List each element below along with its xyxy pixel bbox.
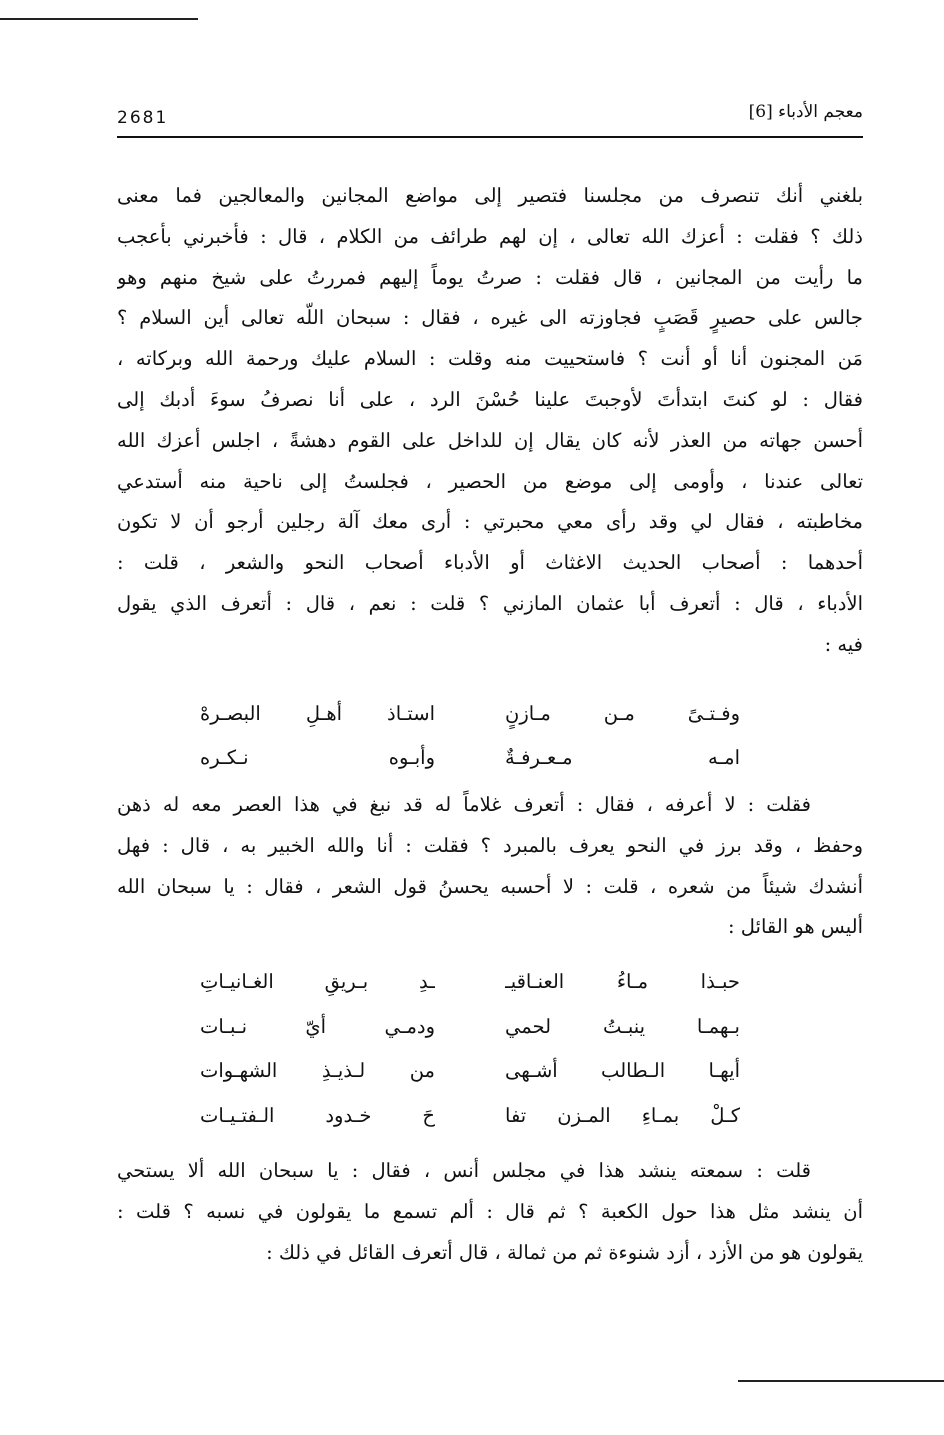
- text-line: ذلك ؟ فقلت : أعزك الله تعالى ، إن لهم طرائف من الكلام ، قال : فأخبرني بأعجب: [117, 224, 863, 248]
- hemistich-first: امـه مـعـرفـةٌ: [505, 746, 740, 769]
- text-line: أن ينشد مثل هذا حول الكعبة ؟ ثم قال : ألم تسمع ما يقولون في نسبه ؟ قلت :: [117, 1199, 863, 1223]
- text-line: أليس هو القائل :: [728, 915, 863, 939]
- book-title: معجم الأدباء [6]: [748, 102, 863, 122]
- text-line: وحفظ ، وقد برز في النحو يعرف بالمبرد ؟ فقلت : أنا والله الخبير به ، قال : فهل: [117, 833, 863, 857]
- hemistich-first: وفـتـىً مـن مـازنٍ: [505, 702, 740, 725]
- verse: [200, 1049, 740, 1094]
- text-line: يقولون هو من الأزد ، أزد شنوءة ثم من ثمالة ، قال أتعرف القائل في ذلك :: [266, 1240, 863, 1264]
- hemistich-second: ـدِ بـريقِ الغـانيـاتِ: [200, 970, 435, 993]
- scan-rule-top: [0, 18, 198, 20]
- text-line: فقال : لو كنتَ ابتدأتَ لأوجبتَ علينا حُسْنَ الرد ، على أنا نصرفُ سوءَ أدبك إلى: [117, 387, 863, 411]
- hemistich-second: وأبـوه نـكـره: [200, 746, 435, 769]
- verse: [200, 692, 740, 736]
- verse: [200, 1094, 740, 1139]
- poem-1: [200, 692, 740, 780]
- text-line: جالس على حصيرٍ قَصَبٍ فجاوزته الى غيره ، فقال : سبحان اللّه تعالى أين السلام ؟: [117, 306, 863, 330]
- text-line: فقلت : لا أعرفه ، فقال : أتعرف غلاماً له قد نبغ في هذا العصر معه له ذهن: [117, 793, 811, 816]
- paragraph-3: [117, 1151, 863, 1273]
- text-line: أحدهما : أصحاب الحديث الاغثاث أو الأدباء أصحاب النحو والشعر ، قلت :: [117, 551, 863, 575]
- text-line: فيه :: [824, 632, 863, 656]
- text-line: أنشدك شيئاً من شعره ، قلت : لا أحسبه يحسنُ قول الشعر ، فقال : يا سبحان الله: [117, 874, 863, 898]
- hemistich-second: حَ خـدود الـفتـيـات: [200, 1103, 435, 1127]
- page-number: 2681: [117, 108, 169, 128]
- hemistich-second: استـاذ أهـلِ البصـرهْ: [200, 702, 435, 725]
- paragraph-1: [117, 176, 863, 666]
- text-line: الأدباء ، قال : أتعرف أبا عثمان المازني ؟ قلت : نعم ، قال : أتعرف الذي يقول: [117, 591, 863, 615]
- hemistich-second: من لـذيـذِ الشهـوات: [200, 1059, 435, 1082]
- verse: [200, 960, 740, 1005]
- text-line: مَن المجنون أنا أو أنت ؟ فاستحييت منه وقلت : السلام عليك ورحمة الله وبركاته ،: [117, 347, 863, 371]
- hemistich-first: حبـذا مـاءُ العنـاقيـ: [505, 970, 740, 993]
- hemistich-first: كـلْ بمـاءِ المـزن تفا: [505, 1103, 740, 1127]
- hemistich-second: ودمـي أيّ نـبـات: [200, 1014, 435, 1038]
- text-line: أحسن جهاته من العذر لأنه كان يقال إن للداخل على القوم دهشةً ، اجلس أعزك الله: [117, 428, 863, 452]
- running-header: [117, 102, 863, 138]
- verse: [200, 1005, 740, 1050]
- paragraph-2: [117, 785, 863, 948]
- hemistich-first: أيهـا الـطالب أشـهى: [505, 1059, 740, 1082]
- scan-rule-bottom: [738, 1380, 944, 1382]
- hemistich-first: بـهمـا ينبـتُ لحمي: [505, 1014, 740, 1038]
- verse: [200, 736, 740, 780]
- text-line: تعالى عندنا ، وأومى إلى موضع من الحصير ، فجلستُ إلى ناحية منه أستدعي: [117, 469, 863, 493]
- text-line: مخاطبته ، فقال لي وقد رأى معي محبرتي : أرى معك آلة رجلين أرجو أن لا تكون: [117, 510, 863, 534]
- text-line: ما رأيت من المجانين ، قال فقلت : صرتُ يوماً إليهم فمررتُ على شيخ منهم وهو: [117, 265, 863, 289]
- text-line: بلغني أنك تنصرف من مجلسنا فتصير إلى مواضع المجانين والمعالجين فما معنى: [117, 184, 863, 207]
- poem-2: [200, 960, 740, 1138]
- text-line: قلت : سمعته ينشد هذا في مجلس أنس ، فقال : يا سبحان الله ألا يستحي: [117, 1159, 811, 1182]
